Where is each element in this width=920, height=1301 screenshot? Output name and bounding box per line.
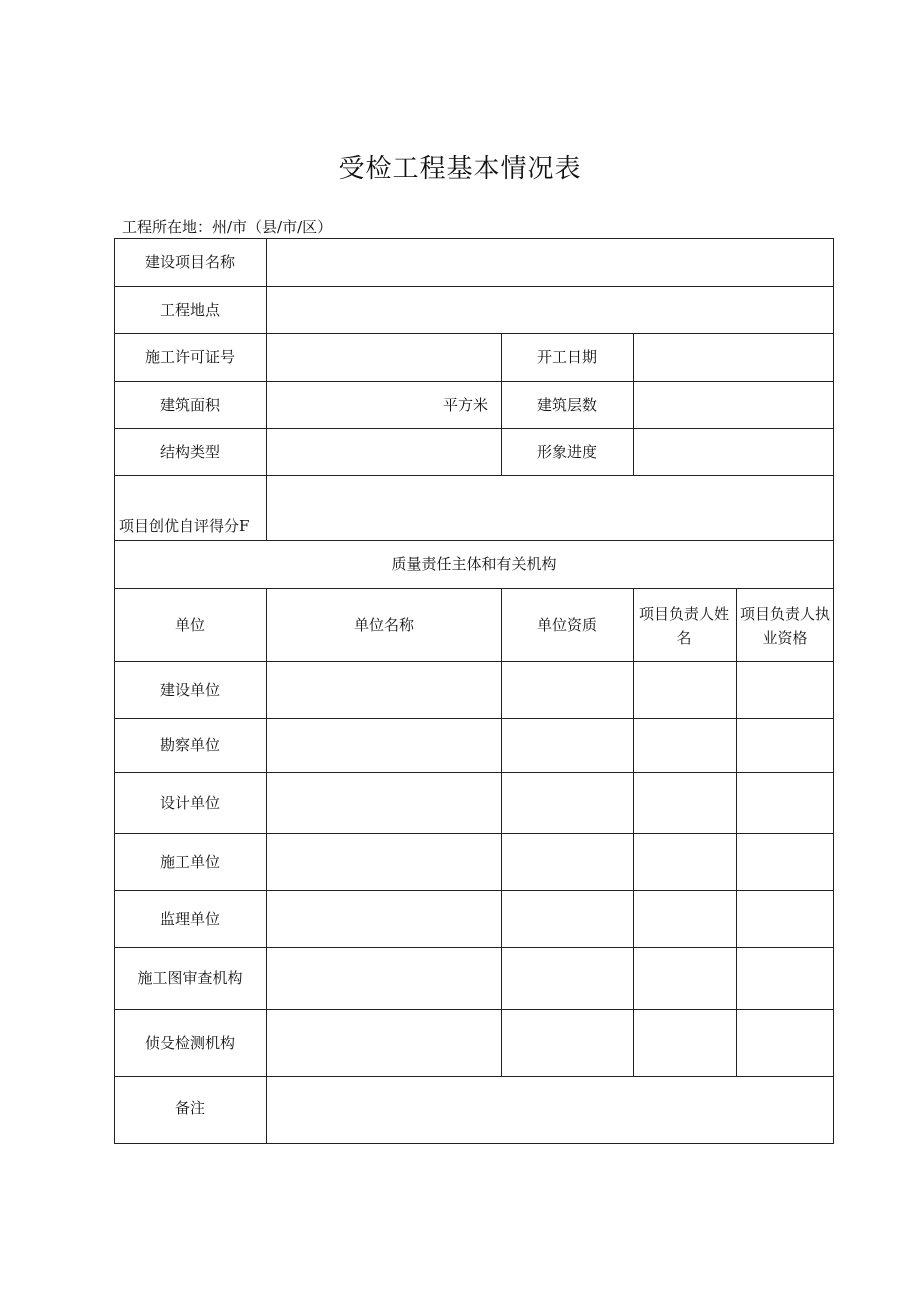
project-site-field[interactable] — [267, 287, 833, 333]
table-rule — [833, 238, 834, 1144]
start-date-label: 开工日期 — [536, 348, 597, 366]
row-label-construction: 建设单位 — [159, 680, 220, 699]
self-score-label: 项目创优自评得分F — [119, 517, 250, 535]
self-score-field[interactable] — [267, 476, 833, 540]
table-rule — [736, 588, 737, 1076]
row-label-design: 设计单位 — [159, 793, 220, 812]
floor-count-label: 建筑层数 — [536, 395, 597, 414]
header-manager-qualification: 项目负责人执业资格 — [739, 604, 830, 647]
section-heading: 质量责任主体和有关机构 — [391, 555, 557, 573]
project-name-label: 建设项目名称 — [144, 253, 235, 271]
table-rule — [501, 588, 502, 1076]
location-line: 工程所在地：州/市（县/市/区） — [122, 218, 333, 236]
permit-no-label: 施工许可证号 — [144, 348, 235, 366]
floor-area-label: 建筑面积 — [159, 395, 220, 414]
progress-label: 形象进度 — [536, 442, 597, 461]
page-title: 受检工程基本情况表 — [338, 154, 582, 184]
floor-area-field[interactable] — [267, 382, 501, 428]
table-rule — [114, 1143, 834, 1144]
header-unit: 单位 — [174, 615, 205, 634]
row-label-drawing-review: 施工图审查机构 — [137, 969, 243, 987]
progress-field[interactable] — [634, 429, 833, 475]
row-label-survey: 勘察单位 — [159, 736, 220, 754]
header-manager-name: 项目负责人姓名 — [638, 604, 729, 647]
project-name-field[interactable] — [267, 239, 833, 286]
row-label-supervision: 监理单位 — [159, 909, 220, 928]
structure-type-label: 结构类型 — [159, 442, 220, 461]
floor-count-field[interactable] — [634, 382, 833, 428]
table-rule — [633, 588, 634, 1076]
remarks-field[interactable] — [267, 1077, 833, 1143]
area-unit: 平方米 — [442, 396, 488, 414]
inspection-form-table — [114, 238, 834, 1144]
header-unit-qualification: 单位资质 — [536, 615, 597, 634]
structure-type-field[interactable] — [267, 429, 501, 475]
row-label-testing: 侦殳检测机构 — [144, 1033, 235, 1052]
header-unit-name: 单位名称 — [353, 615, 414, 634]
row-label-contractor: 施工单位 — [159, 852, 220, 871]
permit-no-field[interactable] — [267, 334, 501, 381]
table-rule — [266, 588, 267, 1144]
start-date-field[interactable] — [634, 334, 833, 381]
project-site-label: 工程地点 — [159, 300, 220, 319]
remarks-label: 备注 — [174, 1099, 205, 1117]
